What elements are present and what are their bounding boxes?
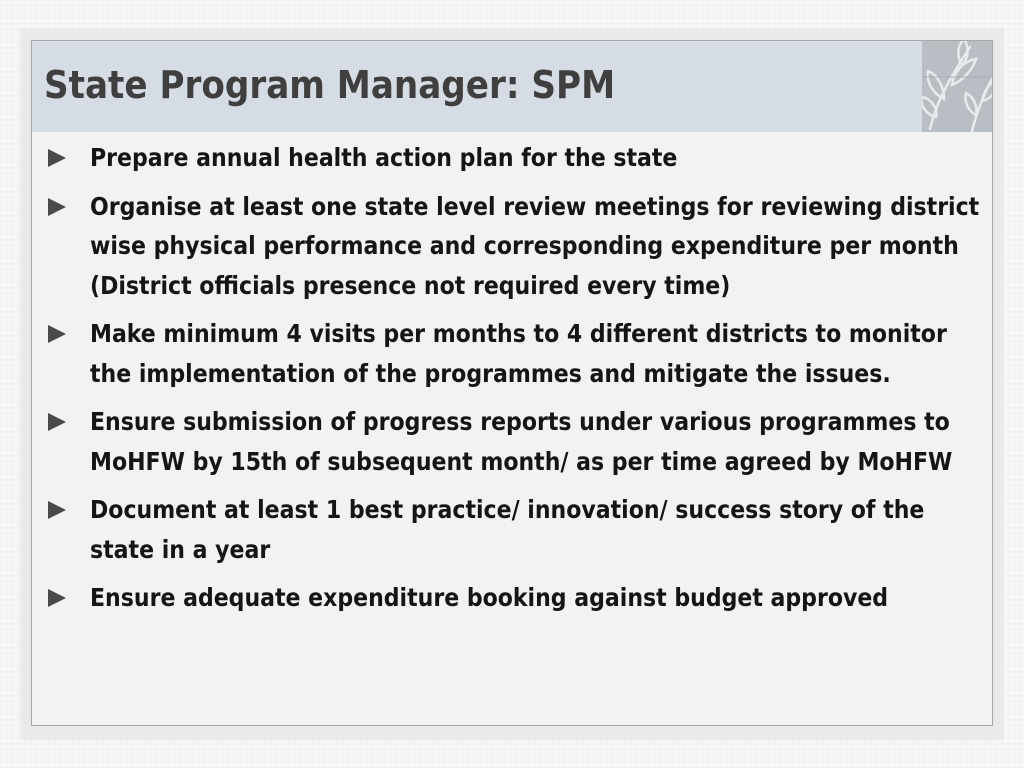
triangle-bullet-icon	[48, 501, 66, 519]
list-item	[48, 402, 988, 481]
slide	[31, 40, 993, 726]
bullet-text: Make minimum 4 visits per months to 4 different districts to monitor the implementation of the programmes and mitigate the issues.	[90, 319, 947, 388]
triangle-bullet-icon	[48, 149, 66, 167]
triangle-bullet-icon	[48, 198, 66, 216]
title-band	[32, 41, 922, 132]
bullet-text: Prepare annual health action plan for the state	[90, 143, 678, 172]
list-item	[48, 578, 988, 618]
list-item	[48, 138, 988, 178]
triangle-bullet-icon	[48, 589, 66, 607]
slide-title: State Program Manager: SPM	[44, 63, 616, 107]
bullet-text: Ensure submission of progress reports under various programmes to MoHFW by 15th of subsequent month/ as per time agreed by MoHFW	[90, 407, 953, 476]
list-item	[48, 187, 988, 306]
leaf-pattern-icon	[922, 41, 993, 132]
bullet-text: Ensure adequate expenditure booking against budget approved	[90, 583, 889, 612]
list-item	[48, 490, 988, 569]
bullet-text: Document at least 1 best practice/ innovation/ success story of the state in a year	[90, 495, 925, 564]
triangle-bullet-icon	[48, 325, 66, 343]
bullet-list	[48, 138, 988, 627]
bullet-text: Organise at least one state level review meetings for reviewing district wise physical performance and corresponding expenditure per month (District officials presence not required every time)	[90, 191, 980, 300]
triangle-bullet-icon	[48, 413, 66, 431]
list-item	[48, 314, 988, 393]
